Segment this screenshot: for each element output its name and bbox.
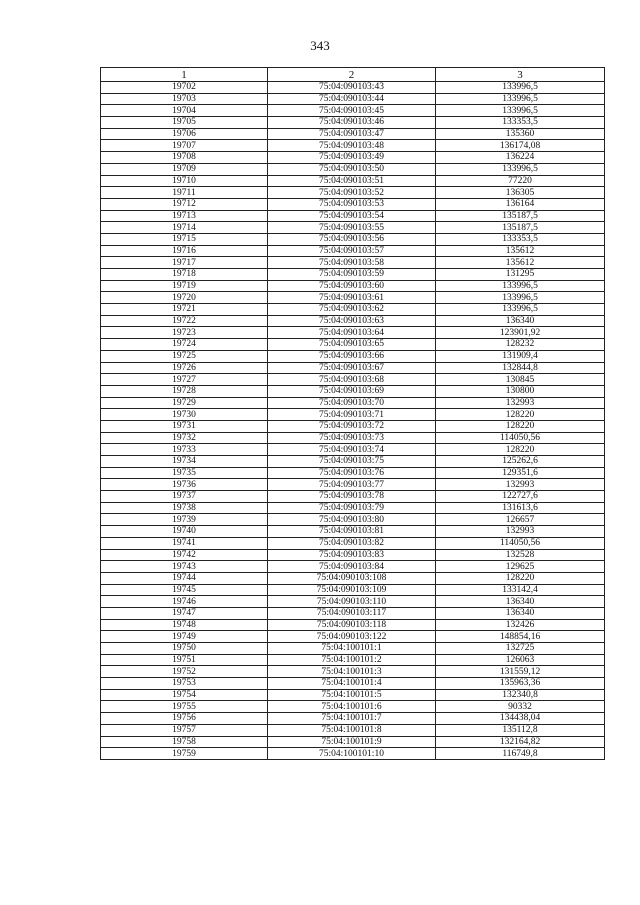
cadastral-number-cell: 75:04:100101:1: [268, 643, 436, 655]
value-cell: 131613,6: [436, 502, 605, 514]
table-row: [101, 140, 605, 152]
value-cell: 135963,36: [436, 678, 605, 690]
table-row: [101, 432, 605, 444]
cadastral-number-cell: 75:04:090103:68: [268, 374, 436, 386]
cadastral-number-cell: 75:04:100101:2: [268, 654, 436, 666]
row-number-cell: 19756: [101, 713, 268, 725]
table-row: [101, 444, 605, 456]
row-number-cell: 19727: [101, 374, 268, 386]
table-row: [101, 93, 605, 105]
value-cell: 136164: [436, 198, 605, 210]
cadastral-number-cell: 75:04:100101:3: [268, 666, 436, 678]
cadastral-number-cell: 75:04:090103:62: [268, 304, 436, 316]
table-row: [101, 339, 605, 351]
cadastral-number-cell: 75:04:090103:44: [268, 93, 436, 105]
value-cell: 126063: [436, 654, 605, 666]
row-number-cell: 19706: [101, 128, 268, 140]
cadastral-number-cell: 75:04:090103:70: [268, 397, 436, 409]
table-row: [101, 117, 605, 129]
row-number-cell: 19739: [101, 514, 268, 526]
row-number-cell: 19721: [101, 304, 268, 316]
table-row: [101, 724, 605, 736]
row-number-cell: 19714: [101, 222, 268, 234]
table-row: [101, 596, 605, 608]
cadastral-number-cell: 75:04:100101:10: [268, 748, 436, 760]
row-number-cell: 19733: [101, 444, 268, 456]
row-number-cell: 19750: [101, 643, 268, 655]
cadastral-number-cell: 75:04:090103:80: [268, 514, 436, 526]
cadastral-number-cell: 75:04:090103:63: [268, 315, 436, 327]
row-number-cell: 19730: [101, 409, 268, 421]
table-header: [101, 68, 605, 82]
column-header-1: 1: [101, 68, 268, 82]
row-number-cell: 19717: [101, 257, 268, 269]
row-number-cell: 19757: [101, 724, 268, 736]
row-number-cell: 19707: [101, 140, 268, 152]
value-cell: 133996,5: [436, 304, 605, 316]
table-row: [101, 385, 605, 397]
row-number-cell: 19748: [101, 619, 268, 631]
row-number-cell: 19720: [101, 292, 268, 304]
cadastral-number-cell: 75:04:090103:43: [268, 82, 436, 94]
value-cell: 129625: [436, 561, 605, 573]
table-row: [101, 257, 605, 269]
value-cell: 90332: [436, 701, 605, 713]
row-number-cell: 19729: [101, 397, 268, 409]
cadastral-number-cell: 75:04:100101:6: [268, 701, 436, 713]
value-cell: 128220: [436, 409, 605, 421]
value-cell: 136305: [436, 187, 605, 199]
table-row: [101, 736, 605, 748]
row-number-cell: 19746: [101, 596, 268, 608]
row-number-cell: 19755: [101, 701, 268, 713]
row-number-cell: 19713: [101, 210, 268, 222]
cadastral-number-cell: 75:04:090103:55: [268, 222, 436, 234]
cadastral-number-cell: 75:04:090103:67: [268, 362, 436, 374]
row-number-cell: 19753: [101, 678, 268, 690]
cadastral-number-cell: 75:04:090103:65: [268, 339, 436, 351]
table-row: [101, 701, 605, 713]
cadastral-number-cell: 75:04:090103:57: [268, 245, 436, 257]
table-row: [101, 502, 605, 514]
value-cell: 131295: [436, 269, 605, 281]
table-row: [101, 128, 605, 140]
cadastral-number-cell: 75:04:090103:56: [268, 233, 436, 245]
cadastral-number-cell: 75:04:100101:7: [268, 713, 436, 725]
cadastral-number-cell: 75:04:090103:61: [268, 292, 436, 304]
row-number-cell: 19754: [101, 689, 268, 701]
table-row: [101, 269, 605, 281]
row-number-cell: 19734: [101, 456, 268, 468]
cadastral-number-cell: 75:04:090103:83: [268, 549, 436, 561]
row-number-cell: 19724: [101, 339, 268, 351]
value-cell: 123901,92: [436, 327, 605, 339]
row-number-cell: 19710: [101, 175, 268, 187]
row-number-cell: 19728: [101, 385, 268, 397]
value-cell: 132725: [436, 643, 605, 655]
row-number-cell: 19704: [101, 105, 268, 117]
table-row: [101, 678, 605, 690]
table-row: [101, 748, 605, 760]
row-number-cell: 19742: [101, 549, 268, 561]
table-row: [101, 549, 605, 561]
table-row: [101, 175, 605, 187]
row-number-cell: 19745: [101, 584, 268, 596]
row-number-cell: 19725: [101, 350, 268, 362]
table-row: [101, 584, 605, 596]
row-number-cell: 19740: [101, 526, 268, 538]
row-number-cell: 19759: [101, 748, 268, 760]
row-number-cell: 19737: [101, 491, 268, 503]
value-cell: 133996,5: [436, 280, 605, 292]
value-cell: 132844,8: [436, 362, 605, 374]
cadastral-number-cell: 75:04:090103:72: [268, 420, 436, 432]
value-cell: 116749,8: [436, 748, 605, 760]
value-cell: 133353,5: [436, 117, 605, 129]
table-row: [101, 420, 605, 432]
table-row: [101, 561, 605, 573]
value-cell: 148854,16: [436, 631, 605, 643]
cadastral-number-cell: 75:04:090103:46: [268, 117, 436, 129]
row-number-cell: 19752: [101, 666, 268, 678]
row-number-cell: 19709: [101, 163, 268, 175]
cadastral-number-cell: 75:04:090103:77: [268, 479, 436, 491]
row-number-cell: 19702: [101, 82, 268, 94]
value-cell: 133996,5: [436, 82, 605, 94]
row-number-cell: 19735: [101, 467, 268, 479]
value-cell: 128220: [436, 444, 605, 456]
row-number-cell: 19741: [101, 537, 268, 549]
value-cell: 132528: [436, 549, 605, 561]
table-row: [101, 210, 605, 222]
value-cell: 131559,12: [436, 666, 605, 678]
cadastral-number-cell: 75:04:090103:108: [268, 572, 436, 584]
cadastral-number-cell: 75:04:090103:122: [268, 631, 436, 643]
cadastral-number-cell: 75:04:090103:117: [268, 607, 436, 619]
value-cell: 126657: [436, 514, 605, 526]
table-row: [101, 689, 605, 701]
value-cell: 136174,08: [436, 140, 605, 152]
cadastral-number-cell: 75:04:090103:47: [268, 128, 436, 140]
value-cell: 122727,6: [436, 491, 605, 503]
value-cell: 135187,5: [436, 222, 605, 234]
cadastral-number-cell: 75:04:090103:84: [268, 561, 436, 573]
table-row: [101, 374, 605, 386]
header-row: [101, 68, 605, 82]
value-cell: 132993: [436, 479, 605, 491]
cadastral-number-cell: 75:04:090103:53: [268, 198, 436, 210]
table-row: [101, 233, 605, 245]
row-number-cell: 19749: [101, 631, 268, 643]
value-cell: 128220: [436, 572, 605, 584]
table-row: [101, 280, 605, 292]
row-number-cell: 19705: [101, 117, 268, 129]
table-body: [101, 82, 605, 760]
value-cell: 114050,56: [436, 432, 605, 444]
row-number-cell: 19744: [101, 572, 268, 584]
cadastral-number-cell: 75:04:090103:81: [268, 526, 436, 538]
row-number-cell: 19722: [101, 315, 268, 327]
value-cell: 133996,5: [436, 163, 605, 175]
table-row: [101, 245, 605, 257]
value-cell: 114050,56: [436, 537, 605, 549]
row-number-cell: 19731: [101, 420, 268, 432]
value-cell: 132993: [436, 526, 605, 538]
column-header-2: 2: [268, 68, 436, 82]
value-cell: 136224: [436, 152, 605, 164]
value-cell: 133353,5: [436, 233, 605, 245]
cadastral-number-cell: 75:04:090103:109: [268, 584, 436, 596]
row-number-cell: 19726: [101, 362, 268, 374]
row-number-cell: 19743: [101, 561, 268, 573]
value-cell: 136340: [436, 596, 605, 608]
table-row: [101, 163, 605, 175]
value-cell: 131909,4: [436, 350, 605, 362]
table-row: [101, 304, 605, 316]
cadastral-number-cell: 75:04:090103:58: [268, 257, 436, 269]
table-row: [101, 198, 605, 210]
table-row: [101, 187, 605, 199]
cadastral-number-cell: 75:04:090103:78: [268, 491, 436, 503]
table-row: [101, 105, 605, 117]
table-row: [101, 362, 605, 374]
cadastral-number-cell: 75:04:090103:52: [268, 187, 436, 199]
table-row: [101, 456, 605, 468]
value-cell: 136340: [436, 607, 605, 619]
row-number-cell: 19747: [101, 607, 268, 619]
row-number-cell: 19708: [101, 152, 268, 164]
cadastral-number-cell: 75:04:090103:59: [268, 269, 436, 281]
value-cell: 130800: [436, 385, 605, 397]
row-number-cell: 19718: [101, 269, 268, 281]
value-cell: 133996,5: [436, 292, 605, 304]
table-row: [101, 315, 605, 327]
table-row: [101, 467, 605, 479]
cadastral-number-cell: 75:04:090103:51: [268, 175, 436, 187]
table-row: [101, 327, 605, 339]
row-number-cell: 19732: [101, 432, 268, 444]
row-number-cell: 19719: [101, 280, 268, 292]
cadastral-number-cell: 75:04:090103:45: [268, 105, 436, 117]
cadastral-number-cell: 75:04:090103:73: [268, 432, 436, 444]
table-row: [101, 654, 605, 666]
value-cell: 125262,6: [436, 456, 605, 468]
cadastral-number-cell: 75:04:090103:110: [268, 596, 436, 608]
cadastral-number-cell: 75:04:090103:79: [268, 502, 436, 514]
cadastral-number-cell: 75:04:090103:82: [268, 537, 436, 549]
cadastral-number-cell: 75:04:090103:71: [268, 409, 436, 421]
table-row: [101, 514, 605, 526]
table-row: [101, 409, 605, 421]
table-row: [101, 643, 605, 655]
value-cell: 132340,8: [436, 689, 605, 701]
value-cell: 128220: [436, 420, 605, 432]
table-row: [101, 350, 605, 362]
cadastral-number-cell: 75:04:090103:50: [268, 163, 436, 175]
value-cell: 132426: [436, 619, 605, 631]
value-cell: 135612: [436, 257, 605, 269]
cadastral-number-cell: 75:04:090103:75: [268, 456, 436, 468]
value-cell: 130845: [436, 374, 605, 386]
value-cell: 136340: [436, 315, 605, 327]
table-row: [101, 397, 605, 409]
cadastral-number-cell: 75:04:090103:54: [268, 210, 436, 222]
cadastral-number-cell: 75:04:090103:118: [268, 619, 436, 631]
data-table: [100, 67, 605, 760]
row-number-cell: 19711: [101, 187, 268, 199]
cadastral-number-cell: 75:04:100101:9: [268, 736, 436, 748]
value-cell: 133996,5: [436, 105, 605, 117]
cadastral-number-cell: 75:04:090103:49: [268, 152, 436, 164]
table-row: [101, 607, 605, 619]
table-row: [101, 631, 605, 643]
row-number-cell: 19712: [101, 198, 268, 210]
cadastral-number-cell: 75:04:100101:5: [268, 689, 436, 701]
table-row: [101, 619, 605, 631]
value-cell: 134438,04: [436, 713, 605, 725]
value-cell: 128232: [436, 339, 605, 351]
value-cell: 135360: [436, 128, 605, 140]
row-number-cell: 19715: [101, 233, 268, 245]
row-number-cell: 19738: [101, 502, 268, 514]
table-row: [101, 152, 605, 164]
row-number-cell: 19758: [101, 736, 268, 748]
row-number-cell: 19723: [101, 327, 268, 339]
cadastral-number-cell: 75:04:090103:69: [268, 385, 436, 397]
table-row: [101, 666, 605, 678]
value-cell: 132164,82: [436, 736, 605, 748]
table-row: [101, 479, 605, 491]
table-row: [101, 526, 605, 538]
cadastral-number-cell: 75:04:090103:76: [268, 467, 436, 479]
cadastral-number-cell: 75:04:100101:8: [268, 724, 436, 736]
table-row: [101, 572, 605, 584]
table-row: [101, 82, 605, 94]
row-number-cell: 19703: [101, 93, 268, 105]
value-cell: 135612: [436, 245, 605, 257]
table-row: [101, 222, 605, 234]
column-header-3: 3: [436, 68, 605, 82]
value-cell: 132993: [436, 397, 605, 409]
value-cell: 133142,4: [436, 584, 605, 596]
value-cell: 129351,6: [436, 467, 605, 479]
value-cell: 135112,8: [436, 724, 605, 736]
table-row: [101, 292, 605, 304]
value-cell: 133996,5: [436, 93, 605, 105]
cadastral-number-cell: 75:04:090103:74: [268, 444, 436, 456]
cadastral-number-cell: 75:04:100101:4: [268, 678, 436, 690]
cadastral-number-cell: 75:04:090103:66: [268, 350, 436, 362]
value-cell: 77220: [436, 175, 605, 187]
cadastral-number-cell: 75:04:090103:64: [268, 327, 436, 339]
table-row: [101, 713, 605, 725]
table-row: [101, 491, 605, 503]
cadastral-number-cell: 75:04:090103:60: [268, 280, 436, 292]
value-cell: 135187,5: [436, 210, 605, 222]
row-number-cell: 19716: [101, 245, 268, 257]
row-number-cell: 19736: [101, 479, 268, 491]
page-number: 343: [310, 38, 330, 53]
table-row: [101, 537, 605, 549]
cadastral-number-cell: 75:04:090103:48: [268, 140, 436, 152]
row-number-cell: 19751: [101, 654, 268, 666]
